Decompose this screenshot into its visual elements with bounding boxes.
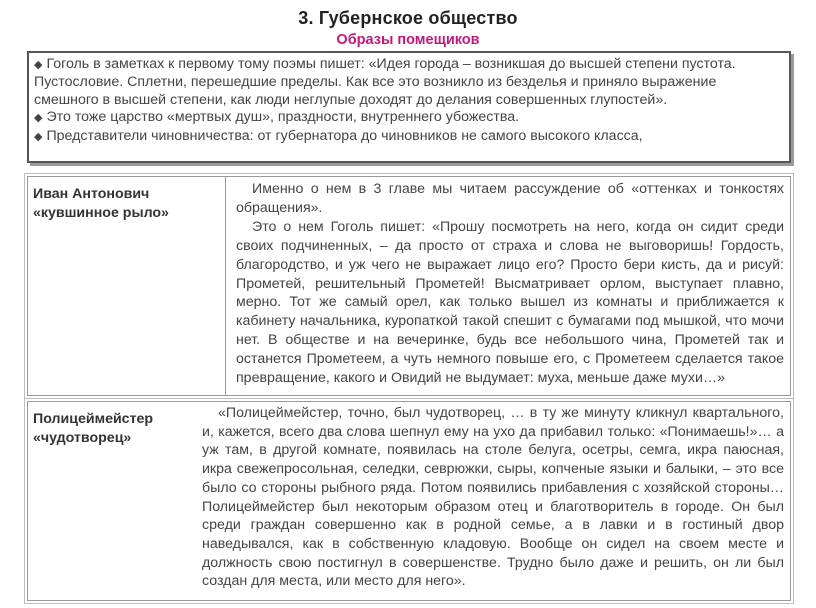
- intro-box: [27, 51, 791, 163]
- character-name-line: Полицеймейстер: [33, 411, 154, 427]
- intro-bullet: [34, 128, 783, 146]
- page-title: 3. Губернское общество: [298, 8, 518, 28]
- intro-bullet: [34, 109, 783, 127]
- character-description: [236, 180, 784, 388]
- character-description: [202, 404, 784, 591]
- character-name-line: Иван Антонович: [33, 186, 150, 202]
- diamond-bullet-icon: ◆: [34, 112, 43, 125]
- character-card-ivan-antonovich: [27, 176, 791, 396]
- intro-bullet-text: Представители чиновничества: от губернатора до чиновников не самого высокого класса,: [46, 127, 643, 144]
- character-nickname: «кувшинное рыло»: [33, 205, 169, 221]
- intro-bullet: [34, 56, 783, 109]
- diamond-bullet-icon: ◆: [34, 130, 43, 143]
- column-divider: [225, 177, 226, 395]
- page-subtitle: Образы помещиков: [336, 32, 480, 48]
- character-name: [33, 185, 203, 223]
- intro-bullet-text: Гоголь в заметках к первому тому поэмы пишет: «Идея города – возникшая до высшей степени пустота. Пустословие. Сплетни, перешедшие пределы. Как все это возникло из безделья и приняло выражение смешного в высшей степени, как люди неглупые доходят до делания совершенных глупостей».: [34, 56, 736, 108]
- character-name: [33, 410, 203, 448]
- description-paragraph: Именно о нем в 3 главе мы читаем рассуждение об «оттенках и тонкостях обращения».: [236, 181, 784, 216]
- diamond-bullet-icon: ◆: [34, 59, 43, 71]
- description-paragraph: Это о нем Гоголь пишет: «Прошу посмотреть на него, когда он сидит среди своих подчиненных, – да просто от страха и слова не выговоришь! Гордость, благородство, и уж чего не выражает лицо его? Просто бери кисть, да и рисуй: Прометей, решительный Прометей! Высматривает орлом, выступает плавно, мерно. Тот же самый орел, как только вышел из комнаты и приближается к кабинету начальника, куропаткой такой спешит с бумагами под мышкой, что мочи нет. В обществе и на вечеринке, будь все небольшого чина, Прометей так и останется Прометеем, а чуть немного повыше его, с Прометеем сделается такое превращение, какого и Овидий не выдумает: муха, меньше даже мухи…»: [236, 218, 784, 387]
- character-nickname: «чудотворец»: [33, 430, 132, 446]
- intro-bullet-text: Это тоже царство «мертвых душ», праздности, внутреннего убожества.: [46, 109, 520, 126]
- character-card-politseymeyster: [27, 401, 791, 601]
- description-paragraph: «Полицеймейстер, точно, был чудотворец, … в ту же минуту кликнул квартального, и, кажется, всего два слова шепнул ему на ухо да прибавил только: «Понимаешь!»… а уж там, в другой комнате, появилась на столе белуга, осетры, семга, икра паюсная, икра свежепросольная, селедки, севрюжки, сыры, копченые языки и балыки, – это все было со стороны рыбного ряда. Потом появились прибавления с хозяйской стороны… Полицеймейстер был некоторым образом отец и благотворитель в городе. Он был среди граждан совершенно как в родной семье, а в лавки и в гостиный двор наведывался, как в собственную кладовую. Вообще он сидел на своем месте и должность свою постигнул в совершенстве. Трудно было даже и решить, он ли был создан для места, или место для него».: [202, 405, 784, 590]
- intro-text: [34, 56, 783, 146]
